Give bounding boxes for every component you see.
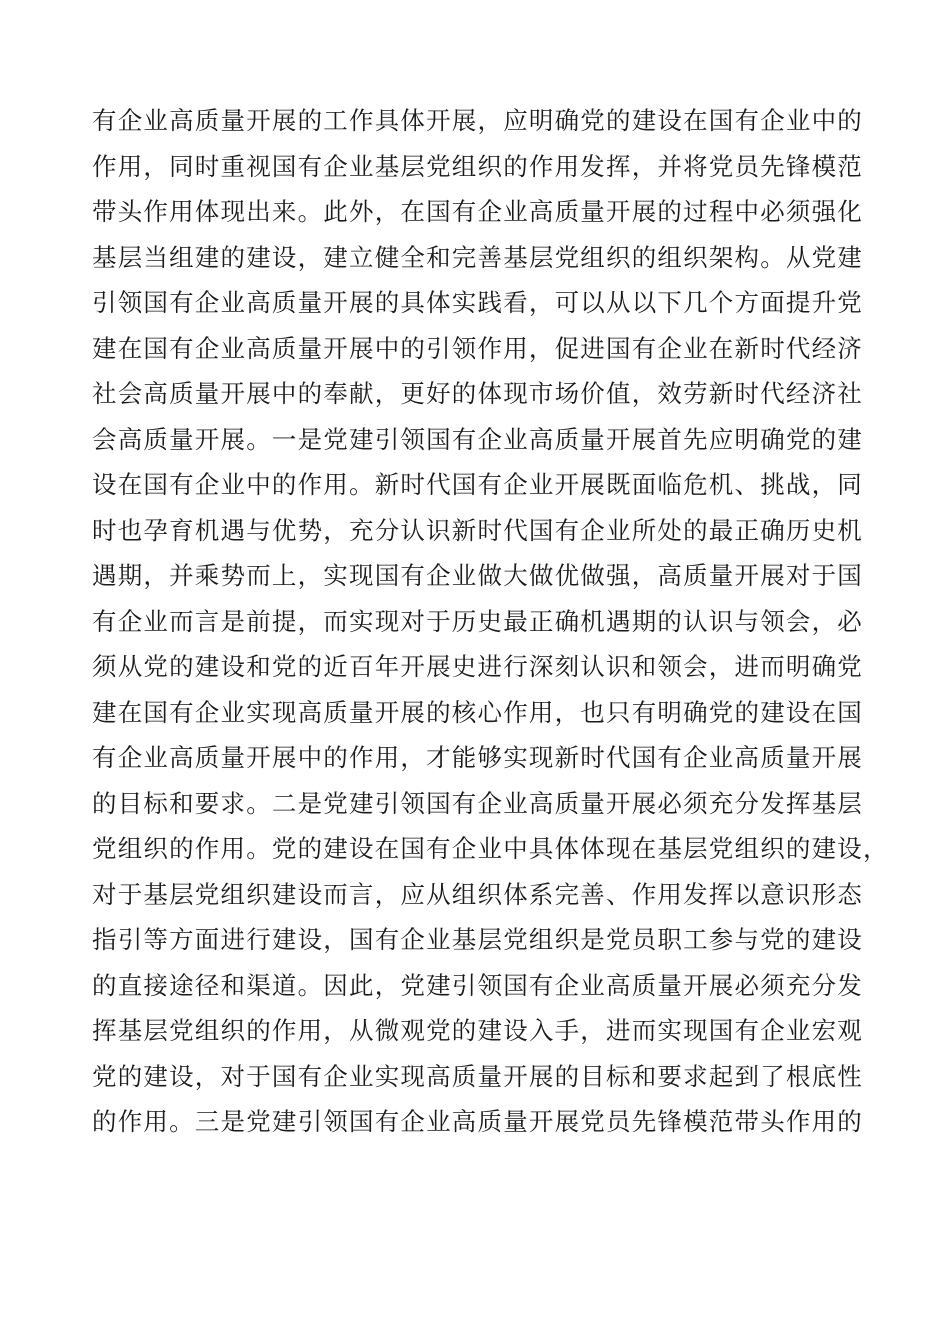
text-line-19: 指引等方面进行建设，国有企业基层党组织是党员职工参与党的建设 [92, 925, 863, 954]
text-line-4: 基层当组建的建设，建立健全和完善基层党组织的组织架构。从党建 [92, 242, 863, 272]
text-line-17: 党组织的作用。党的建设在国有企业中具体体现在基层党组织的建设， [92, 834, 889, 863]
text-line-15: 有企业高质量开展中的作用，才能够实现新时代国有企业高质量开展 [92, 743, 863, 772]
text-line-7: 社会高质量开展中的奉献，更好的体现市场价值，效劳新时代经济社 [92, 379, 863, 408]
text-line-18: 对于基层党组织建设而言，应从组织体系完善、作用发挥以意识形态 [92, 879, 863, 909]
text-line-14: 建在国有企业实现高质量开展的核心作用，也只有明确党的建设在国 [92, 697, 863, 727]
text-line-20: 的直接途径和渠道。因此，党建引领国有企业高质量开展必须充分发 [92, 970, 863, 1000]
text-line-2: 作用，同时重视国有企业基层党组织的作用发挥，并将党员先锋模范 [92, 151, 863, 181]
text-line-3: 带头作用体现出来。此外，在国有企业高质量开展的过程中必须强化 [92, 197, 863, 226]
text-line-23: 的作用。三是党建引领国有企业高质量开展党员先锋模范带头作用的 [92, 1107, 863, 1136]
text-line-1: 有企业高质量开展的工作具体开展，应明确党的建设在国有企业中的 [92, 106, 863, 135]
text-line-11: 遇期，并乘势而上，实现国有企业做大做优做强，高质量开展对于国 [92, 561, 863, 590]
text-line-10: 时也孕育机遇与优势，充分认识新时代国有企业所处的最正确历史机 [92, 515, 863, 545]
text-line-22: 党的建设，对于国有企业实现高质量开展的目标和要求起到了根底性 [92, 1061, 863, 1091]
text-line-5: 引领国有企业高质量开展的具体实践看，可以从以下几个方面提升党 [92, 288, 863, 317]
text-line-16: 的目标和要求。二是党建引领国有企业高质量开展必须充分发挥基层 [92, 788, 863, 818]
body-paragraph [92, 98, 889, 1145]
text-line-9: 设在国有企业中的作用。新时代国有企业开展既面临危机、挑战，同 [92, 470, 863, 499]
text-line-21: 挥基层党组织的作用，从微观党的建设入手，进而实现国有企业宏观 [92, 1016, 863, 1045]
text-line-13: 须从党的建设和党的近百年开展史进行深刻认识和领会，进而明确党 [92, 652, 863, 681]
text-line-12: 有企业而言是前提，而实现对于历史最正确机遇期的认识与领会，必 [92, 606, 863, 636]
text-line-6: 建在国有企业高质量开展中的引领作用，促进国有企业在新时代经济 [92, 333, 863, 363]
text-line-8: 会高质量开展。一是党建引领国有企业高质量开展首先应明确党的建 [92, 424, 863, 454]
